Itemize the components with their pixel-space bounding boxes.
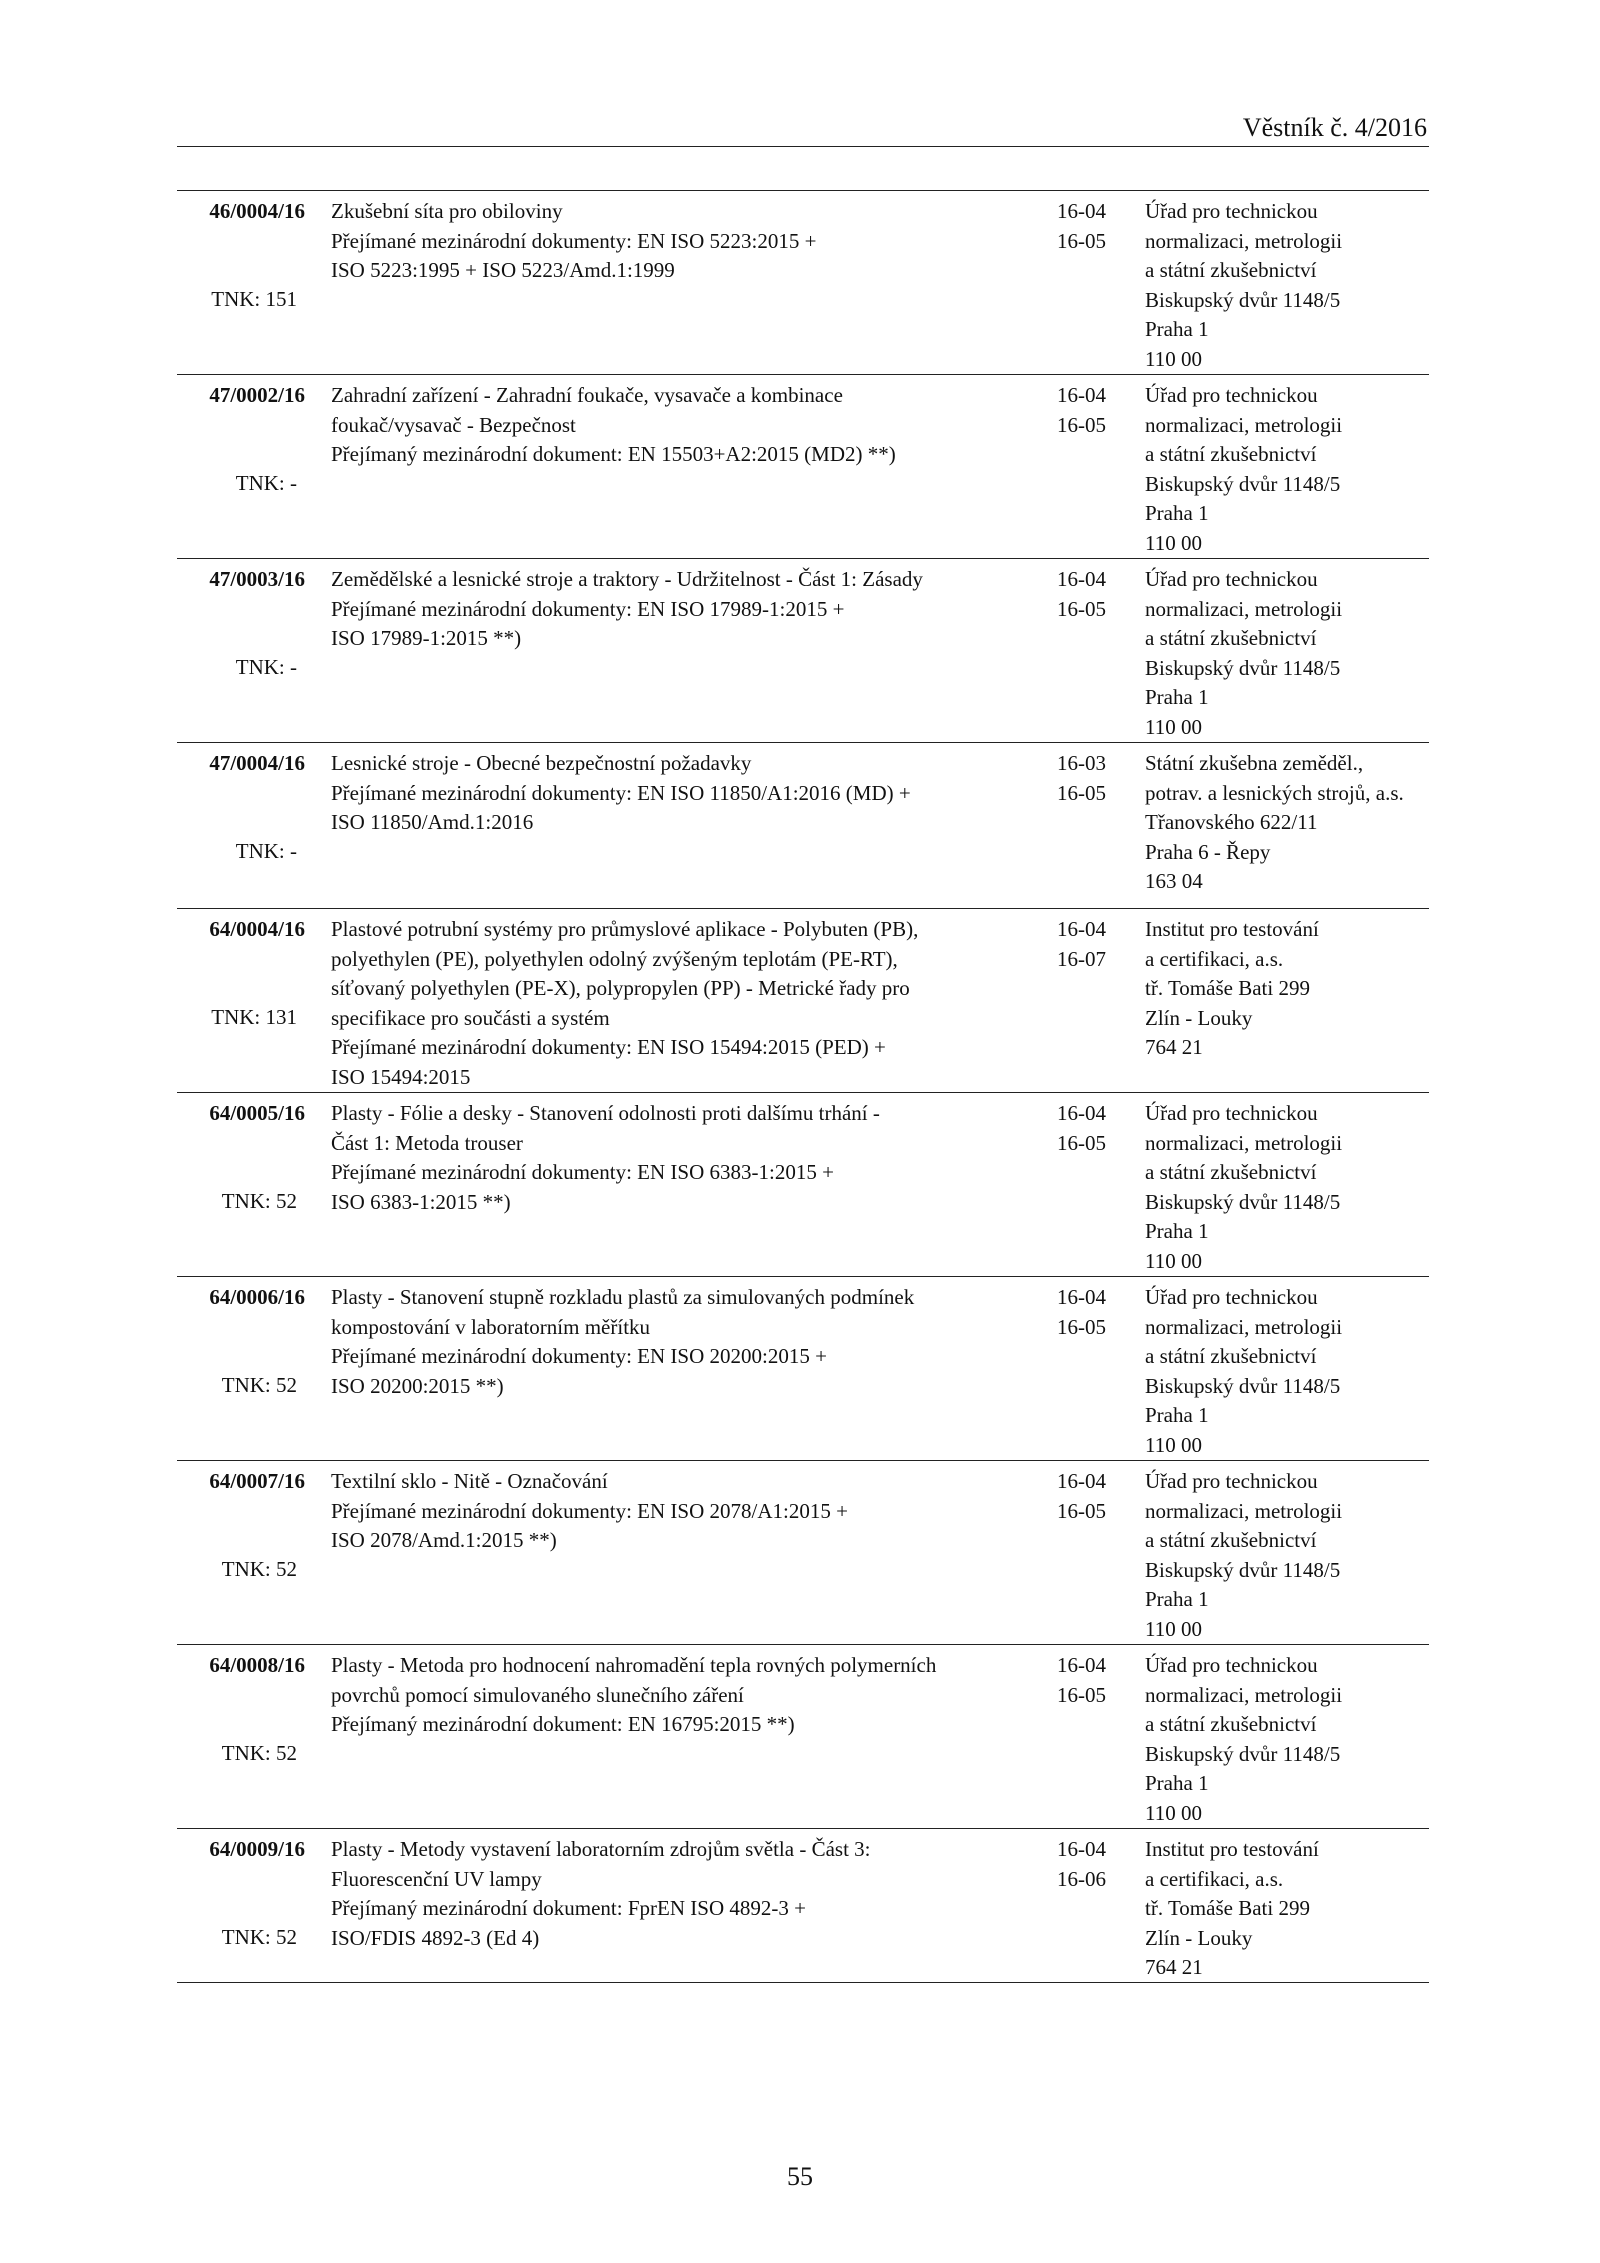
address-line: 110 00 — [1145, 714, 1202, 739]
date-code: 16-05 — [1057, 1314, 1106, 1339]
address-line: Úřad pro technickou — [1145, 1469, 1318, 1493]
address-line: normalizaci, metrologii — [1145, 1130, 1343, 1155]
address-line: 110 00 — [1145, 346, 1202, 371]
title-line: Plasty - Metody vystavení laboratorním zdrojům světla - Část 3: — [331, 1837, 871, 1861]
date-codes — [1057, 1651, 1127, 1710]
standard-title — [331, 915, 1051, 1092]
title-line: Část 1: Metoda trouser — [331, 1130, 523, 1155]
title-line: ISO 11850/Amd.1:2016 — [331, 810, 534, 834]
date-code: 16-04 — [1057, 567, 1106, 591]
address-line: a státní zkušebnictví — [1145, 1712, 1317, 1736]
date-code: 16-05 — [1057, 1130, 1106, 1155]
address-line: Zlín - Louky — [1145, 1925, 1253, 1950]
table-row — [177, 1829, 1429, 1983]
title-line: Přejímaný mezinárodní dokument: FprEN ISO 4892-3 + — [331, 1896, 806, 1920]
address-line: Úřad pro technickou — [1145, 199, 1318, 223]
address-line: Biskupský dvůr 1148/5 — [1145, 655, 1341, 680]
organization-address — [1145, 1283, 1435, 1460]
date-code: 16-04 — [1057, 1101, 1106, 1125]
title-line: Přejímané mezinárodní dokumenty: EN ISO 5223:2015 + — [331, 228, 817, 253]
date-codes — [1057, 381, 1127, 440]
title-line: ISO 17989-1:2015 **) — [331, 626, 522, 650]
address-line: a certifikaci, a.s. — [1145, 1866, 1284, 1891]
address-line: 110 00 — [1145, 1800, 1202, 1825]
tnk-number: TNK: 52 — [221, 1557, 297, 1581]
tnk-number: TNK: 131 — [211, 1005, 297, 1029]
organization-address — [1145, 197, 1435, 374]
title-line: specifikace pro součásti a systém — [331, 1005, 610, 1030]
table-row — [177, 1093, 1429, 1277]
table-row — [177, 1277, 1429, 1461]
title-line: Plastové potrubní systémy pro průmyslové aplikace - Polybuten (PB), — [331, 917, 919, 941]
tnk-number: TNK: - — [235, 655, 297, 679]
date-code: 16-05 — [1057, 1498, 1106, 1523]
table-row — [177, 909, 1429, 1093]
standard-title — [331, 1099, 1051, 1217]
address-line: Úřad pro technickou — [1145, 567, 1318, 591]
address-line: Úřad pro technickou — [1145, 1101, 1318, 1125]
address-line: Úřad pro technickou — [1145, 383, 1318, 407]
date-codes — [1057, 1467, 1127, 1526]
address-line: Institut pro testování — [1145, 917, 1319, 941]
table-row — [177, 1461, 1429, 1645]
title-line: Plasty - Metoda pro hodnocení nahromadění tepla rovných polymerních — [331, 1653, 937, 1677]
date-codes — [1057, 565, 1127, 624]
date-codes — [1057, 1099, 1127, 1158]
address-line: Biskupský dvůr 1148/5 — [1145, 471, 1341, 496]
address-line: Úřad pro technickou — [1145, 1285, 1318, 1309]
organization-address — [1145, 381, 1435, 558]
address-line: Třanovského 622/11 — [1145, 810, 1318, 834]
address-line: normalizaci, metrologii — [1145, 1498, 1343, 1523]
title-line: Zahradní zařízení - Zahradní foukače, vysavače a kombinace — [331, 383, 843, 407]
standard-id: 64/0009/16 — [209, 1837, 305, 1861]
date-code: 16-04 — [1057, 383, 1106, 407]
standard-title — [331, 1467, 1051, 1556]
address-line: potrav. a lesnických strojů, a.s. — [1145, 780, 1404, 805]
date-code: 16-04 — [1057, 1837, 1106, 1861]
date-code: 16-07 — [1057, 946, 1106, 971]
page-number: 55 — [787, 2162, 813, 2191]
title-line: Fluorescenční UV lampy — [331, 1866, 542, 1891]
standard-id: 64/0004/16 — [209, 917, 305, 941]
tnk-number: TNK: 52 — [221, 1925, 297, 1949]
title-line: síťovaný polyethylen (PE-X), polypropylen (PP) - Metrické řady pro — [331, 976, 910, 1000]
title-line: ISO 20200:2015 **) — [331, 1373, 504, 1398]
organization-address — [1145, 1099, 1435, 1276]
address-line: Zlín - Louky — [1145, 1005, 1253, 1030]
organization-address — [1145, 1467, 1435, 1644]
address-line: a státní zkušebnictví — [1145, 1344, 1317, 1368]
date-codes — [1057, 749, 1127, 808]
address-line: Praha 1 — [1145, 1403, 1209, 1427]
address-line: a státní zkušebnictví — [1145, 258, 1317, 282]
date-codes — [1057, 915, 1127, 974]
table-row — [177, 1645, 1429, 1829]
journal-title: Věstník č. 4/2016 — [1242, 113, 1427, 142]
title-line: Zkušební síta pro obiloviny — [331, 199, 563, 223]
date-code: 16-04 — [1057, 1285, 1106, 1309]
title-line: Přejímaný mezinárodní dokument: EN 16795:2015 **) — [331, 1712, 795, 1736]
date-code: 16-03 — [1057, 751, 1106, 775]
address-line: 110 00 — [1145, 530, 1202, 555]
address-line: Státní zkušebna zeměděl., — [1145, 751, 1364, 775]
address-line: normalizaci, metrologii — [1145, 596, 1343, 621]
address-line: Institut pro testování — [1145, 1837, 1319, 1861]
address-line: a státní zkušebnictví — [1145, 1160, 1317, 1184]
date-code: 16-06 — [1057, 1866, 1106, 1891]
address-line: Biskupský dvůr 1148/5 — [1145, 1373, 1341, 1398]
organization-address — [1145, 749, 1435, 897]
standard-id: 64/0007/16 — [209, 1469, 305, 1493]
title-line: foukač/vysavač - Bezpečnost — [331, 412, 576, 437]
date-code: 16-04 — [1057, 1653, 1106, 1677]
title-line: ISO/FDIS 4892-3 (Ed 4) — [331, 1925, 540, 1950]
address-line: normalizaci, metrologii — [1145, 1682, 1343, 1707]
address-line: a státní zkušebnictví — [1145, 442, 1317, 466]
standard-title — [331, 749, 1051, 838]
address-line: Biskupský dvůr 1148/5 — [1145, 1557, 1341, 1582]
title-line: Přejímané mezinárodní dokumenty: EN ISO 11850/A1:2016 (MD) + — [331, 780, 911, 805]
address-line: 110 00 — [1145, 1616, 1202, 1641]
address-line: a certifikaci, a.s. — [1145, 946, 1284, 971]
title-line: Plasty - Fólie a desky - Stanovení odolnosti proti dalšímu trhání - — [331, 1101, 880, 1125]
date-code: 16-05 — [1057, 412, 1106, 437]
title-line: ISO 6383-1:2015 **) — [331, 1189, 511, 1214]
tnk-number: TNK: 52 — [221, 1373, 297, 1397]
tnk-number: TNK: 52 — [221, 1741, 297, 1765]
date-code: 16-05 — [1057, 228, 1106, 253]
title-line: Textilní sklo - Nitě - Označování — [331, 1469, 608, 1493]
organization-address — [1145, 1835, 1435, 1983]
address-line: 764 21 — [1145, 1035, 1203, 1059]
standard-title — [331, 1283, 1051, 1401]
address-line: Biskupský dvůr 1148/5 — [1145, 1189, 1341, 1214]
address-line: Praha 6 - Řepy — [1145, 839, 1271, 864]
tnk-number: TNK: 52 — [221, 1189, 297, 1213]
standard-id: 47/0004/16 — [209, 751, 305, 775]
title-line: Přejímané mezinárodní dokumenty: EN ISO 20200:2015 + — [331, 1344, 827, 1368]
standard-id: 64/0005/16 — [209, 1101, 305, 1125]
tnk-number: TNK: - — [235, 839, 297, 863]
standard-id: 64/0008/16 — [209, 1653, 305, 1677]
date-code: 16-05 — [1057, 1682, 1106, 1707]
date-code: 16-04 — [1057, 199, 1106, 223]
title-line: polyethylen (PE), polyethylen odolný zvýšeným teplotám (PE-RT), — [331, 946, 898, 971]
title-line: Přejímané mezinárodní dokumenty: EN ISO 6383-1:2015 + — [331, 1160, 834, 1184]
title-line: Přejímaný mezinárodní dokument: EN 15503+A2:2015 (MD2) **) — [331, 442, 896, 466]
address-line: 110 00 — [1145, 1248, 1202, 1273]
date-code: 16-05 — [1057, 780, 1106, 805]
title-line: povrchů pomocí simulovaného slunečního záření — [331, 1682, 744, 1707]
address-line: Praha 1 — [1145, 1587, 1209, 1611]
organization-address — [1145, 1651, 1435, 1828]
address-line: Úřad pro technickou — [1145, 1653, 1318, 1677]
address-line: 163 04 — [1145, 869, 1203, 893]
address-line: normalizaci, metrologii — [1145, 1314, 1343, 1339]
address-line: 110 00 — [1145, 1432, 1202, 1457]
page-header — [177, 110, 1429, 147]
standard-title — [331, 381, 1051, 470]
address-line: Praha 1 — [1145, 1771, 1209, 1795]
title-line: Přejímané mezinárodní dokumenty: EN ISO 17989-1:2015 + — [331, 596, 845, 621]
table-row — [177, 559, 1429, 743]
address-line: Praha 1 — [1145, 501, 1209, 525]
standard-title — [331, 1835, 1051, 1953]
title-line: Plasty - Stanovení stupně rozkladu plastů za simulovaných podmínek — [331, 1285, 915, 1309]
table-row — [177, 743, 1429, 909]
organization-address — [1145, 915, 1435, 1063]
address-line: 764 21 — [1145, 1955, 1203, 1979]
standard-id: 47/0002/16 — [209, 383, 305, 407]
date-codes — [1057, 197, 1127, 256]
tnk-number: TNK: 151 — [211, 287, 297, 311]
date-code: 16-04 — [1057, 1469, 1106, 1493]
address-line: Biskupský dvůr 1148/5 — [1145, 287, 1341, 312]
address-line: normalizaci, metrologii — [1145, 228, 1343, 253]
address-line: a státní zkušebnictví — [1145, 626, 1317, 650]
standard-id: 64/0006/16 — [209, 1285, 305, 1309]
address-line: normalizaci, metrologii — [1145, 412, 1343, 437]
standards-table — [177, 190, 1429, 1983]
title-line: ISO 15494:2015 — [331, 1064, 471, 1089]
standard-title — [331, 197, 1051, 286]
date-code: 16-05 — [1057, 596, 1106, 621]
standard-id: 47/0003/16 — [209, 567, 305, 591]
organization-address — [1145, 565, 1435, 742]
address-line: Biskupský dvůr 1148/5 — [1145, 1741, 1341, 1766]
address-line: Praha 1 — [1145, 685, 1209, 709]
title-line: Přejímané mezinárodní dokumenty: EN ISO 15494:2015 (PED) + — [331, 1035, 886, 1059]
address-line: tř. Tomáše Bati 299 — [1145, 1896, 1310, 1920]
standard-title — [331, 1651, 1051, 1740]
address-line: a státní zkušebnictví — [1145, 1528, 1317, 1552]
address-line: Praha 1 — [1145, 1219, 1209, 1243]
tnk-number: TNK: - — [235, 471, 297, 495]
title-line: Přejímané mezinárodní dokumenty: EN ISO 2078/A1:2015 + — [331, 1498, 848, 1523]
table-row — [177, 375, 1429, 559]
title-line: ISO 5223:1995 + ISO 5223/Amd.1:1999 — [331, 258, 675, 282]
address-line: Praha 1 — [1145, 317, 1209, 341]
table-row — [177, 191, 1429, 375]
date-codes — [1057, 1835, 1127, 1894]
standard-id: 46/0004/16 — [209, 199, 305, 223]
title-line: Zemědělské a lesnické stroje a traktory - Udržitelnost - Část 1: Zásady — [331, 567, 923, 591]
date-codes — [1057, 1283, 1127, 1342]
title-line: ISO 2078/Amd.1:2015 **) — [331, 1528, 557, 1552]
title-line: Lesnické stroje - Obecné bezpečnostní požadavky — [331, 751, 752, 775]
standard-title — [331, 565, 1051, 654]
title-line: kompostování v laboratorním měřítku — [331, 1314, 651, 1339]
date-code: 16-04 — [1057, 917, 1106, 941]
address-line: tř. Tomáše Bati 299 — [1145, 976, 1310, 1000]
